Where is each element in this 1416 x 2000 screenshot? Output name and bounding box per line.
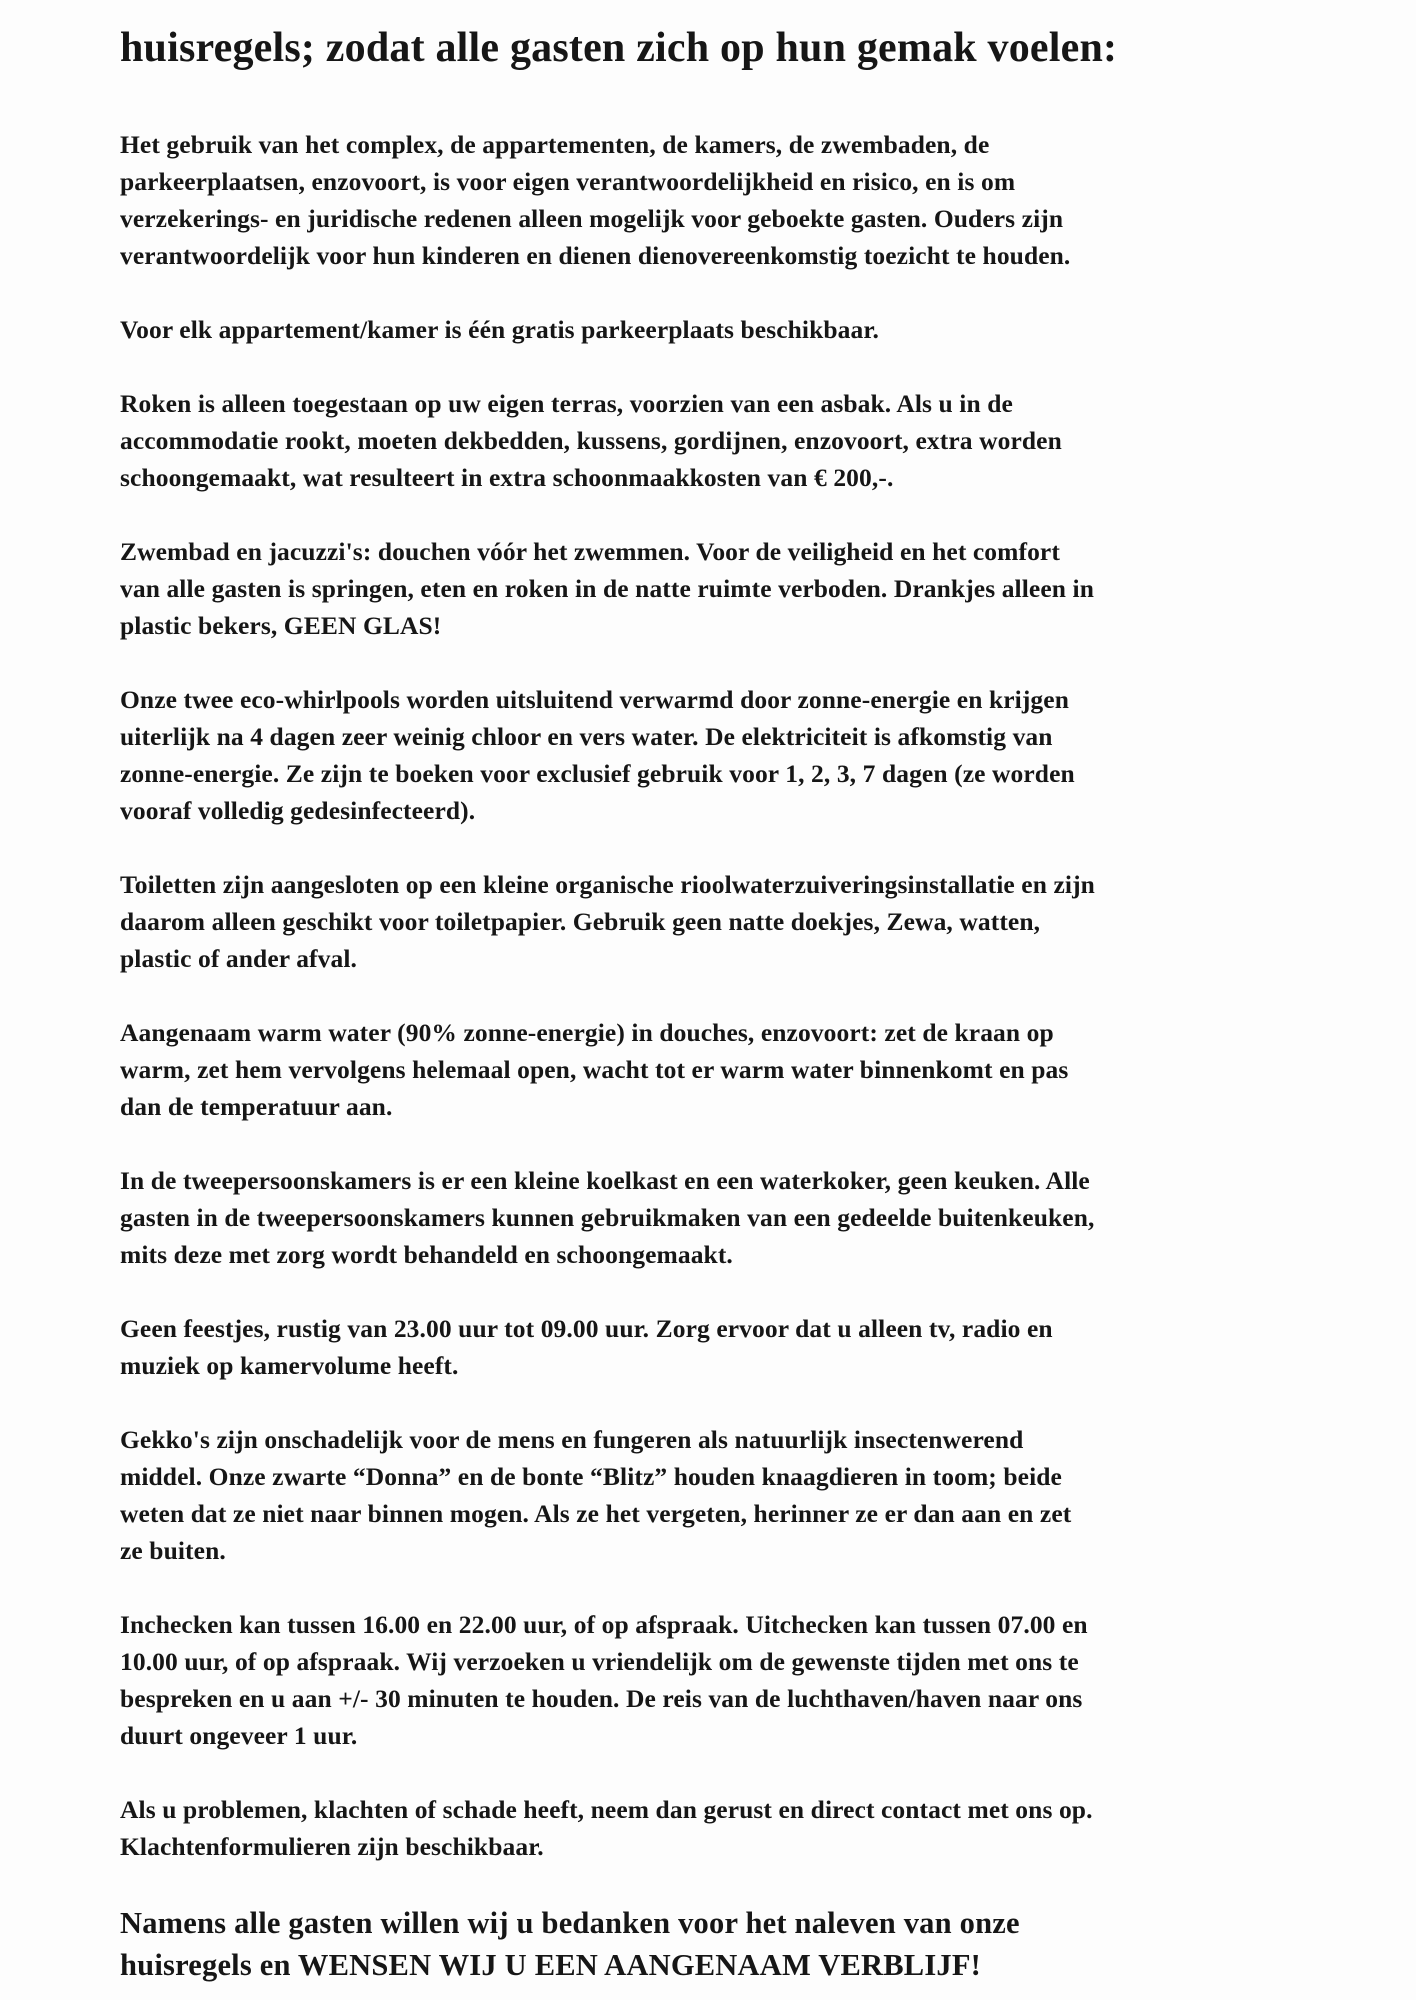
text-line: Roken is alleen toegestaan op uw eigen terras, voorzien van een asbak. Als u in de [120,389,1013,418]
text-line: Onze twee eco-whirlpools worden uitsluitend verwarmd door zonne-energie en krijgen [120,685,1069,714]
text-line: Voor elk appartement/kamer is één gratis parkeerplaats beschikbaar. [120,315,879,344]
text-line: Klachtenformulieren zijn beschikbaar. [120,1832,544,1861]
rule-whirlpools [120,681,1350,829]
text-line: 10.00 uur, of op afspraak. Wij verzoeken u vriendelijk om de gewenste tijden met ons te [120,1647,1079,1676]
page-title: huisregels; zodat alle gasten zich op hun gemak voelen: [120,25,1118,71]
text-line: muziek op kamervolume heeft. [120,1351,459,1380]
text-line: Zwembad en jacuzzi's: douchen vóór het zwemmen. Voor de veiligheid en het comfort [120,537,1060,566]
text-line: parkeerplaatsen, enzovoort, is voor eigen verantwoordelijkheid en risico, en is om [120,167,1016,196]
rule-warm-water [120,1014,1350,1125]
text-line: dan de temperatuur aan. [120,1092,393,1121]
rule-complaints [120,1791,1350,1865]
rule-kitchen [120,1162,1350,1273]
rule-smoking [120,385,1350,496]
text-line: Namens alle gasten willen wij u bedanken voor het naleven van onze [120,1906,1020,1940]
text-line: plastic of ander afval. [120,944,357,973]
text-line: huisregels en WENSEN WIJ U EEN AANGENAAM VERBLIJF! [120,1948,982,1982]
text-line: vooraf volledig gedesinfecteerd). [120,796,476,825]
rule-animals [120,1421,1350,1569]
text-line: Geen feestjes, rustig van 23.00 uur tot 09.00 uur. Zorg ervoor dat u alleen tv, radio en [120,1314,1053,1343]
text-line: Aangenaam warm water (90% zonne-energie) in douches, enzovoort: zet de kraan op [120,1018,1054,1047]
text-line: van alle gasten is springen, eten en roken in de natte ruimte verboden. Drankjes alleen in [120,574,1094,603]
text-line: middel. Onze zwarte “Donna” en de bonte “Blitz” houden knaagdieren in toom; beide [120,1462,1062,1491]
text-line: verantwoordelijk voor hun kinderen en dienen dienovereenkomstig toezicht te houden. [120,241,1071,270]
closing-message [120,1902,1350,1986]
rule-toilets [120,866,1350,977]
text-line: accommodatie rookt, moeten dekbedden, kussens, gordijnen, enzovoort, extra worden [120,426,1062,455]
rule-liability [120,126,1350,274]
text-line: daarom alleen geschikt voor toiletpapier. Gebruik geen natte doekjes, Zewa, watten, [120,907,1041,936]
rule-pool [120,533,1350,644]
text-line: Gekko's zijn onschadelijk voor de mens en fungeren als natuurlijk insectenwerend [120,1425,1024,1454]
rule-quiet-hours [120,1310,1350,1384]
text-line: gasten in de tweepersoonskamers kunnen gebruikmaken van een gedeelde buitenkeuken, [120,1203,1095,1232]
text-line: Inchecken kan tussen 16.00 en 22.00 uur, of op afspraak. Uitchecken kan tussen 07.00 en [120,1610,1088,1639]
text-line: duurt ongeveer 1 uur. [120,1721,358,1750]
text-line: bespreken en u aan +/- 30 minuten te houden. De reis van de luchthaven/haven naar ons [120,1684,1083,1713]
house-rules-page [120,22,1350,1986]
text-line: Als u problemen, klachten of schade heeft, neem dan gerust en direct contact met ons op. [120,1795,1093,1824]
text-line: verzekerings- en juridische redenen alleen mogelijk voor geboekte gasten. Ouders zijn [120,204,1064,233]
rule-check-in-out [120,1606,1350,1754]
text-line: schoongemaakt, wat resulteert in extra schoonmaakkosten van € 200,-. [120,463,894,492]
text-line: plastic bekers, GEEN GLAS! [120,611,442,640]
text-line: Het gebruik van het complex, de appartementen, de kamers, de zwembaden, de [120,130,990,159]
text-line: weten dat ze niet naar binnen mogen. Als ze het vergeten, herinner ze er dan aan en zet [120,1499,1072,1528]
text-line: In de tweepersoonskamers is er een kleine koelkast en een waterkoker, geen keuken. Alle [120,1166,1090,1195]
rule-parking [120,311,1350,348]
text-line: warm, zet hem vervolgens helemaal open, wacht tot er warm water binnenkomt en pas [120,1055,1069,1084]
text-line: mits deze met zorg wordt behandeld en schoongemaakt. [120,1240,733,1269]
text-line: ze buiten. [120,1536,226,1565]
text-line: Toiletten zijn aangesloten op een kleine organische rioolwaterzuiveringsinstallatie en zijn [120,870,1095,899]
text-line: zonne-energie. Ze zijn te boeken voor exclusief gebruik voor 1, 2, 3, 7 dagen (ze worden [120,759,1075,788]
text-line: uiterlijk na 4 dagen zeer weinig chloor en vers water. De elektriciteit is afkomstig van [120,722,1053,751]
